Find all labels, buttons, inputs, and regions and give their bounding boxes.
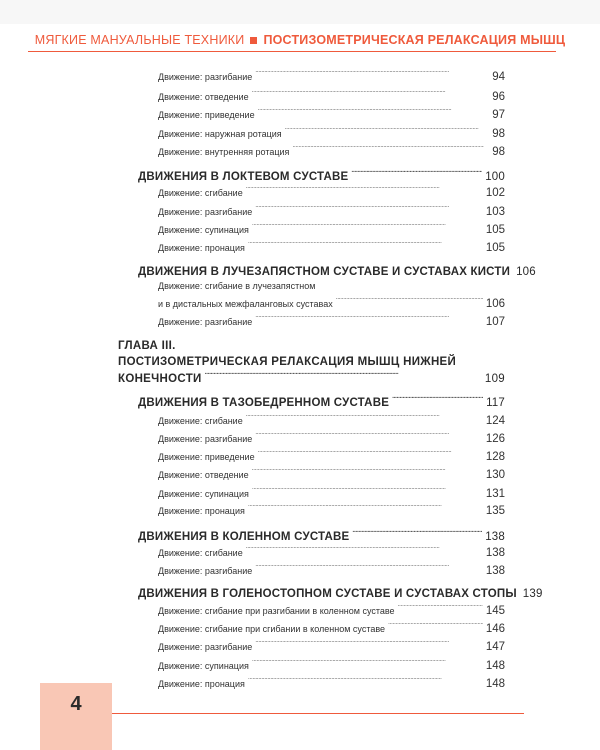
toc-leader-dots	[246, 546, 483, 556]
toc-entry[interactable]	[158, 127, 505, 140]
toc-leader-dots	[248, 241, 483, 251]
toc-entry-label: Движение: пронация	[158, 679, 245, 689]
toc-section-label: ДВИЖЕНИЯ В ЛУЧЕЗАПЯСТНОМ СУСТАВЕ И СУСТАВАХ КИСТИ	[138, 266, 511, 278]
toc-leader-dots	[398, 604, 483, 614]
toc-entry[interactable]	[158, 223, 505, 236]
header-chapter-title: ПОСТИЗОМЕТРИЧЕСКАЯ РЕЛАКСАЦИЯ МЫШЦ	[263, 33, 566, 47]
toc-page-number: 105	[485, 224, 505, 236]
toc-page-number: 138	[485, 565, 505, 577]
toc-entry-label: Движение: супинация	[158, 225, 249, 235]
toc-page-number: 145	[485, 605, 505, 617]
toc-page-number: 131	[485, 488, 505, 500]
toc-entry[interactable]	[158, 432, 505, 445]
toc-page-number: 139	[522, 588, 543, 600]
toc-entry-label: Движение: приведение	[158, 110, 255, 120]
toc-section-label: ДВИЖЕНИЯ В КОЛЕННОМ СУСТАВЕ	[138, 531, 350, 543]
chapter-title-line: КОНЕЧНОСТИ	[118, 373, 202, 385]
toc-page-number: 148	[485, 678, 505, 690]
toc-page-number: 106	[516, 266, 536, 278]
toc-page-number: 126	[485, 433, 505, 445]
toc-entry[interactable]	[158, 564, 505, 577]
toc-leader-dots	[336, 297, 483, 307]
toc-leader-dots	[351, 170, 482, 180]
toc-page-number: 138	[485, 547, 505, 559]
toc-page-number: 138	[485, 531, 505, 543]
toc-entry[interactable]	[158, 186, 505, 199]
toc-entry[interactable]	[158, 640, 505, 653]
chapter-number: ГЛАВА III.	[118, 340, 176, 352]
toc-entry[interactable]	[158, 504, 505, 517]
toc-page-number: 130	[485, 469, 505, 481]
toc-page-number: 146	[485, 623, 505, 635]
toc-entry[interactable]	[158, 90, 505, 103]
toc-leader-dots	[255, 315, 483, 325]
toc-entry-label: Движение: сгибание	[158, 548, 243, 558]
toc-entry[interactable]	[158, 468, 505, 481]
toc-entry-label: Движение: сгибание	[158, 416, 243, 426]
toc-entry[interactable]	[158, 414, 505, 427]
toc-leader-dots	[252, 90, 484, 100]
toc-page-number: 128	[485, 451, 505, 463]
toc-entry[interactable]	[158, 108, 505, 121]
toc-section-hip[interactable]	[138, 396, 505, 409]
toc-section-label: ДВИЖЕНИЯ В ГОЛЕНОСТОПНОМ СУСТАВЕ И СУСТАВАХ СТОПЫ	[138, 588, 517, 600]
toc-entry[interactable]	[158, 659, 505, 672]
toc-section-knee[interactable]	[138, 530, 505, 543]
toc-leader-dots	[388, 622, 483, 632]
toc-page-number: 102	[485, 187, 505, 199]
toc-section-ankle[interactable]	[138, 587, 543, 600]
toc-leader-dots	[248, 504, 483, 514]
chapter-title-line: ПОСТИЗОМЕТРИЧЕСКАЯ РЕЛАКСАЦИЯ МЫШЦ НИЖНЕЙ	[118, 356, 457, 368]
toc-entry-label: Движение: пронация	[158, 506, 245, 516]
toc-leader-dots	[252, 223, 483, 233]
toc-page-number: 96	[492, 91, 505, 103]
toc-entry-label: Движение: наружная ротация	[158, 129, 282, 139]
toc-page-number: 148	[485, 660, 505, 672]
header-rule	[28, 51, 556, 52]
toc-entry-label: Движение: супинация	[158, 661, 249, 671]
toc-entry-label: Движение: отведение	[158, 92, 249, 102]
toc-page-number: 147	[485, 641, 505, 653]
toc-section-wrist[interactable]	[138, 265, 536, 278]
toc-page-number: 105	[485, 242, 505, 254]
toc-leader-dots	[255, 70, 484, 80]
toc-page-number: 100	[485, 171, 505, 183]
toc-entry[interactable]	[158, 487, 505, 500]
toc-entry[interactable]	[158, 677, 505, 690]
toc-page-number: 117	[486, 397, 505, 409]
toc-entry-label: Движение: разгибание	[158, 317, 253, 327]
toc-leader-dots	[255, 640, 483, 650]
toc-entry-label: и в дистальных межфаланговых суставах	[158, 299, 333, 309]
toc-leader-dots	[246, 414, 483, 424]
toc-page-number: 103	[485, 206, 505, 218]
toc-entry[interactable]	[158, 145, 505, 158]
toc-entry-label: Движение: пронация	[158, 243, 245, 253]
toc-entry-label: Движение: сгибание в лучезапястном	[158, 281, 316, 291]
toc-entry[interactable]	[158, 70, 505, 83]
toc-leader-dots	[205, 372, 482, 382]
header-band	[0, 0, 600, 24]
toc-entry-label: Движение: приведение	[158, 452, 255, 462]
header-bullet-icon	[250, 37, 257, 44]
running-header	[0, 33, 600, 47]
toc-entry-label: Движение: сгибание	[158, 188, 243, 198]
toc-leader-dots	[352, 530, 482, 540]
footer-rule	[112, 713, 524, 714]
toc-entry-label: Движение: внутренняя ротация	[158, 147, 290, 157]
toc-entry[interactable]	[158, 622, 505, 635]
toc-entry[interactable]	[158, 450, 505, 463]
toc-entry[interactable]	[158, 546, 505, 559]
toc-page-number: 98	[492, 146, 505, 158]
toc-page-number: 94	[492, 71, 505, 83]
toc-entry-label: Движение: разгибание	[158, 207, 253, 217]
toc-entry[interactable]	[158, 297, 505, 310]
toc-leader-dots	[252, 659, 483, 669]
toc-chapter[interactable]	[118, 372, 505, 385]
toc-entry-line	[158, 281, 505, 291]
header-series-title: МЯГКИЕ МАНУАЛЬНЫЕ ТЕХНИКИ	[34, 33, 245, 47]
toc-section-elbow[interactable]	[138, 170, 505, 183]
toc-entry-label: Движение: сгибание при сгибании в коленном суставе	[158, 624, 386, 634]
toc-section-label: ДВИЖЕНИЯ В ТАЗОБЕДРЕННОМ СУСТАВЕ	[138, 397, 390, 409]
toc-leader-dots	[392, 396, 483, 406]
toc-leader-dots	[248, 677, 483, 687]
toc-leader-dots	[246, 186, 483, 196]
toc-leader-dots	[258, 108, 484, 118]
toc-entry-label: Движение: разгибание	[158, 642, 253, 652]
toc-leader-dots	[252, 468, 483, 478]
toc-leader-dots	[255, 432, 483, 442]
toc-leader-dots	[292, 145, 484, 155]
toc-entry[interactable]	[158, 604, 505, 617]
toc-entry-label: Движение: супинация	[158, 489, 249, 499]
toc-leader-dots	[285, 127, 484, 137]
toc-page-number: 135	[485, 505, 505, 517]
toc-entry-label: Движение: разгибание	[158, 434, 253, 444]
toc-leader-dots	[252, 487, 483, 497]
toc-leader-dots	[255, 205, 483, 215]
toc-entry[interactable]	[158, 315, 505, 328]
toc-page-number: 107	[485, 316, 505, 328]
toc-page-number: 97	[492, 109, 505, 121]
toc-page-number: 98	[492, 128, 505, 140]
toc-section-label: ДВИЖЕНИЯ В ЛОКТЕВОМ СУСТАВЕ	[138, 171, 349, 183]
toc-entry-label: Движение: сгибание при разгибании в коленном суставе	[158, 606, 395, 616]
toc-page-number: 109	[484, 373, 505, 385]
toc-page-number: 124	[485, 415, 505, 427]
toc-entry[interactable]	[158, 205, 505, 218]
toc-entry-label: Движение: отведение	[158, 470, 249, 480]
toc-entry-label: Движение: разгибание	[158, 72, 253, 82]
toc-entry-label: Движение: разгибание	[158, 566, 253, 576]
page-number: 4	[70, 693, 82, 715]
toc-entry[interactable]	[158, 241, 505, 254]
toc-leader-dots	[255, 564, 483, 574]
toc-leader-dots	[258, 450, 483, 460]
toc-page-number: 106	[485, 298, 505, 310]
